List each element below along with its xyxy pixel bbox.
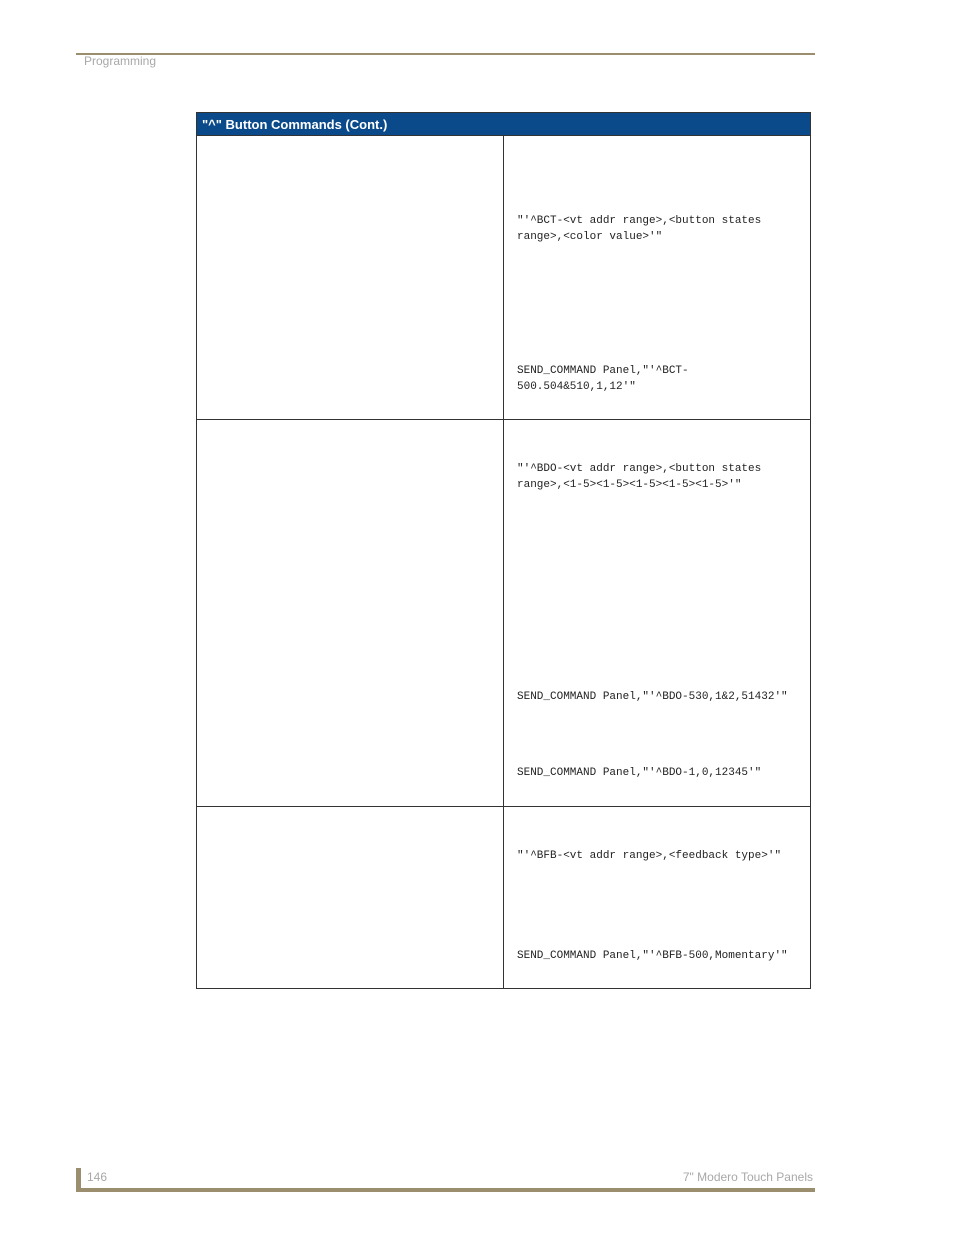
example-text: SEND_COMMAND Panel,"'^BDO-1,0,12345'"	[517, 767, 762, 779]
syntax-text: "'^BDO-<vt addr range>,<button states range>,<1-5><1-5><1-5><1-5><1-5>'"	[517, 463, 768, 491]
table-title: "^" Button Commands (Cont.)	[197, 113, 811, 136]
table-row-bdo	[197, 420, 811, 807]
example-text: SEND_COMMAND Panel,"'^BCT-500.504&510,1,12'"	[517, 365, 689, 393]
header-rule	[76, 53, 815, 55]
syntax-text: "'^BFB-<vt addr range>,<feedback type>'"	[517, 850, 782, 862]
command-name-cell	[197, 136, 504, 420]
command-detail-cell	[504, 136, 811, 420]
command-detail-cell	[504, 807, 811, 989]
example-text: SEND_COMMAND Panel,"'^BDO-530,1&2,51432'"	[517, 691, 788, 703]
document-title: 7" Modero Touch Panels	[682, 1170, 813, 1184]
command-name-cell	[197, 807, 504, 989]
section-label: Programming	[84, 54, 157, 68]
table-header-row	[197, 113, 811, 136]
command-detail-cell	[504, 420, 811, 807]
example-text: SEND_COMMAND Panel,"'^BFB-500,Momentary'"	[517, 950, 788, 962]
command-name-cell	[197, 420, 504, 807]
footer-rule	[76, 1188, 815, 1192]
syntax-text: "'^BCT-<vt addr range>,<button states range>,<color value>'"	[517, 215, 768, 243]
button-commands-table	[196, 112, 811, 989]
table-row-bfb	[197, 807, 811, 989]
table-row-bct	[197, 136, 811, 420]
page-number: 146	[87, 1170, 108, 1184]
